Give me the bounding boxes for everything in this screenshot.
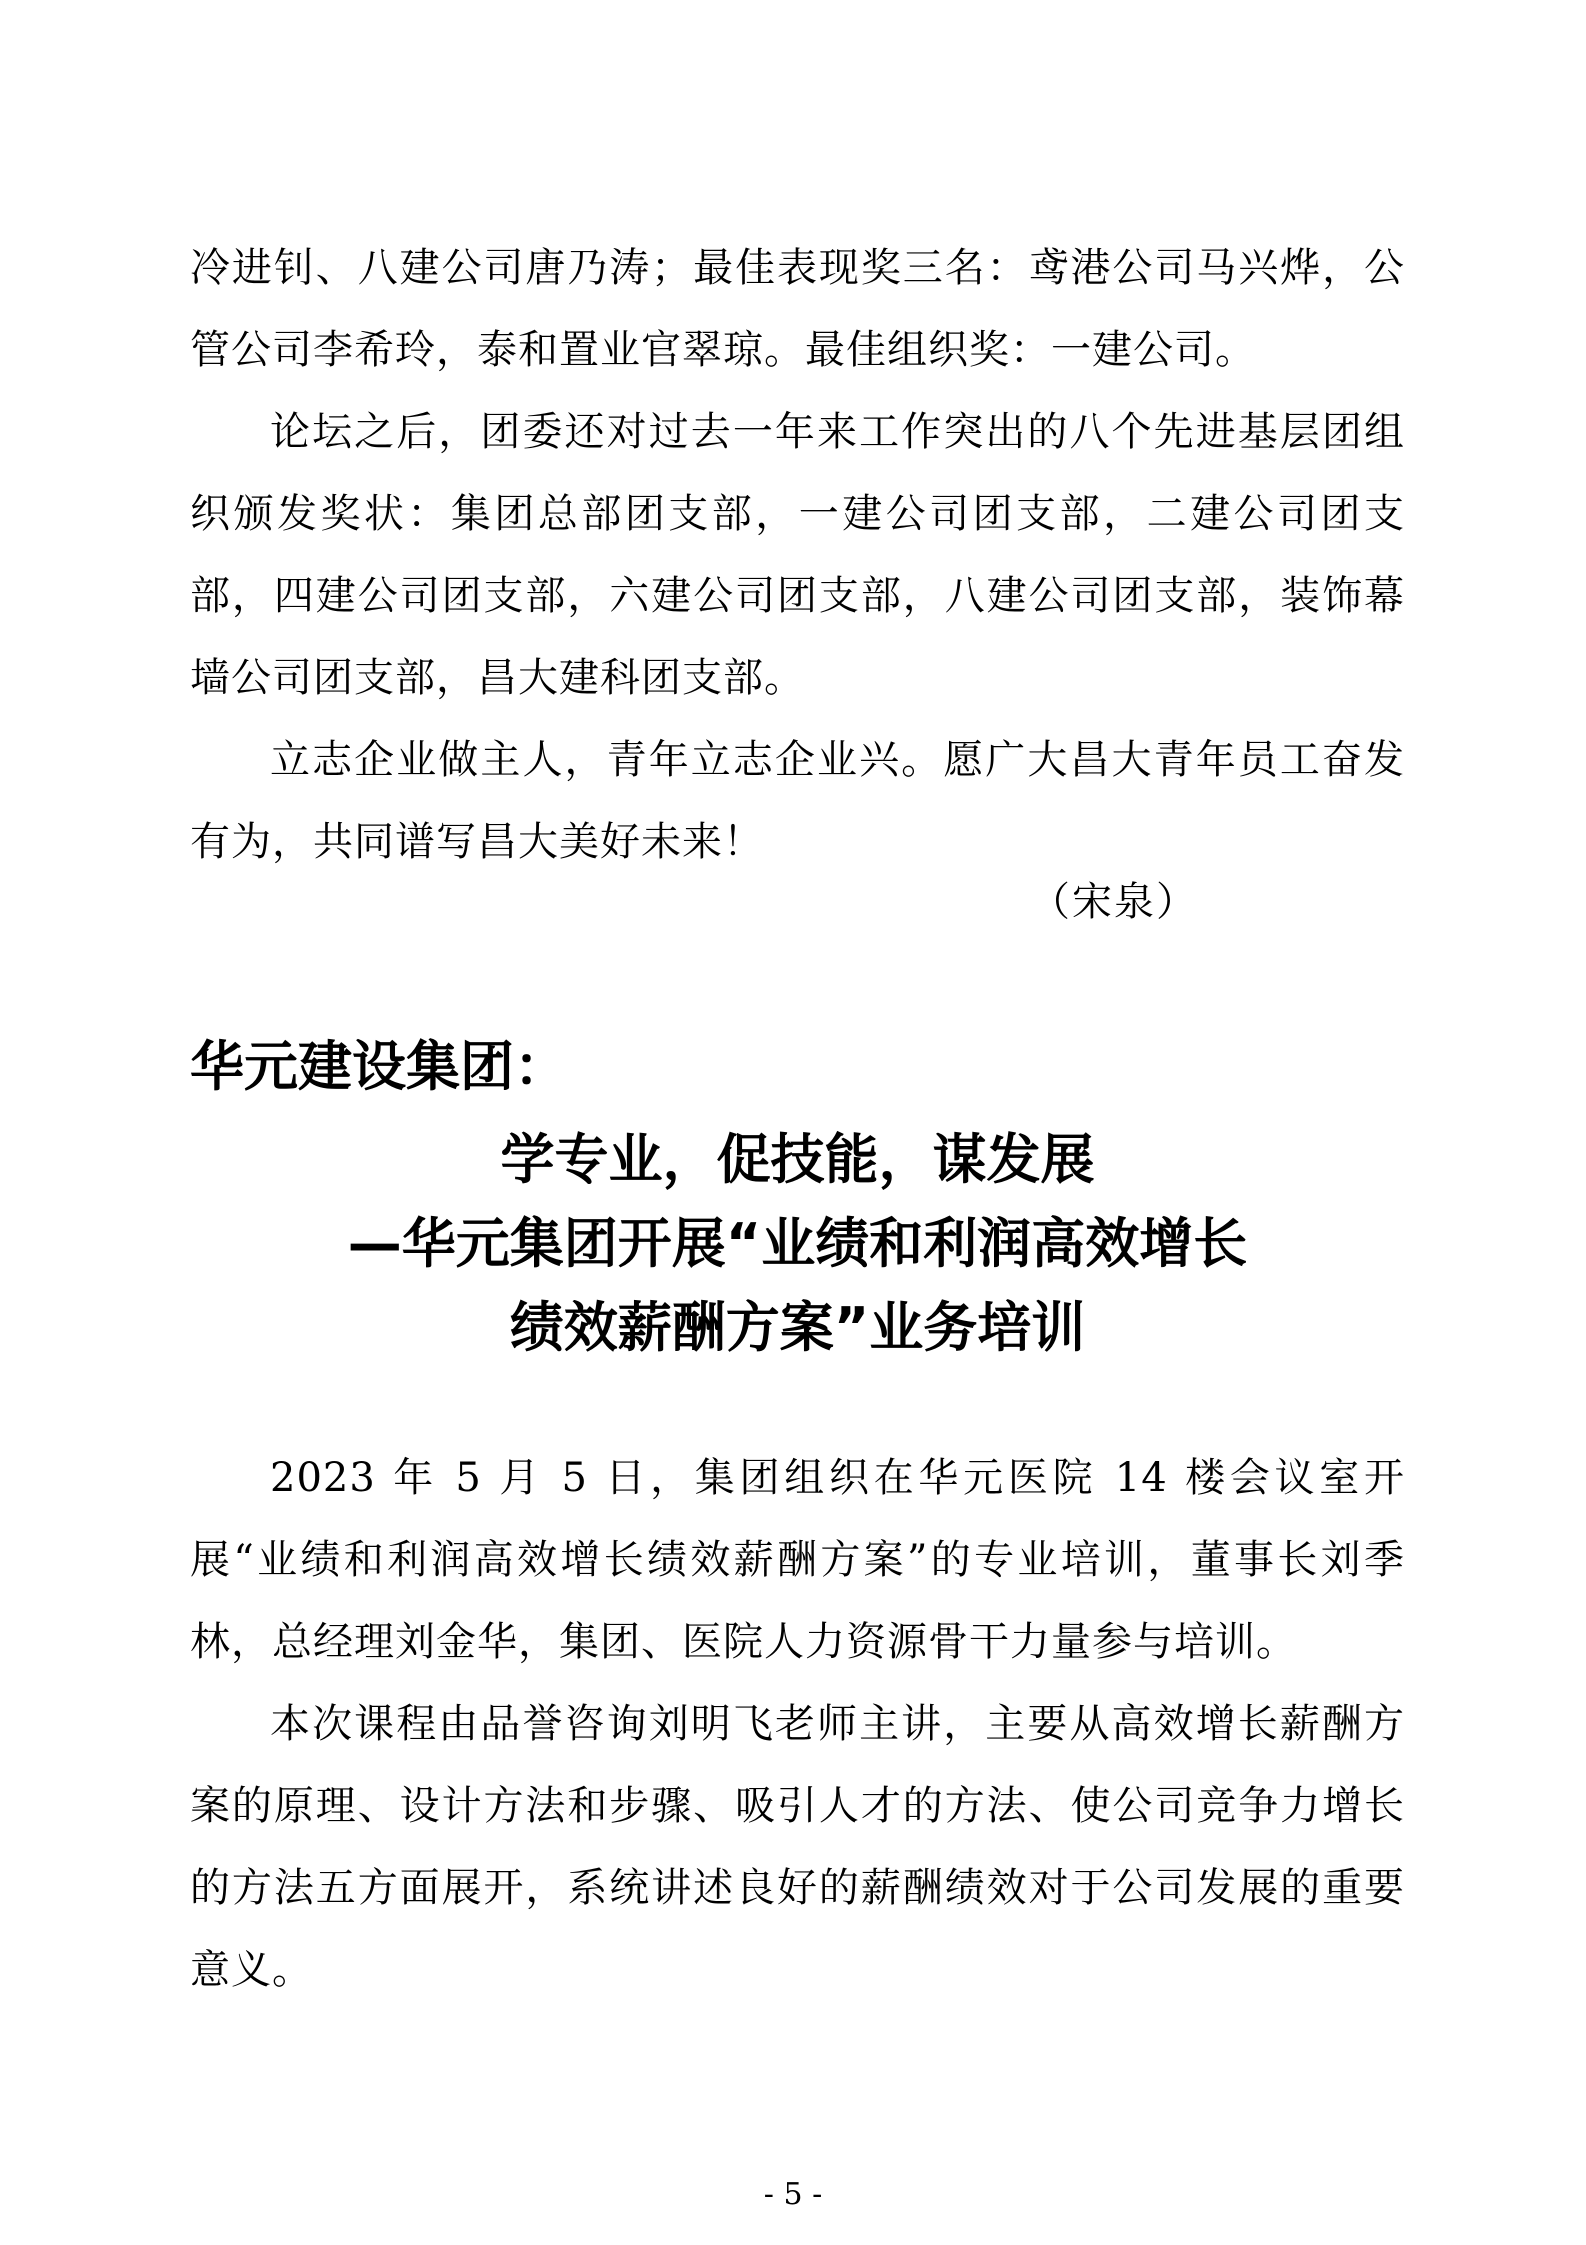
- article-title-line-3: 绩效薪酬方案”业务培训: [509, 1296, 1086, 1359]
- article-title-line-2: —华元集团开展“业绩和利润高效增长: [347, 1212, 1248, 1275]
- page-number: - 5 -: [763, 2177, 823, 2212]
- paragraph-course-content: 本次课程由品誉咨询刘明飞老师主讲，主要从高效增长薪酬方案的原理、设计方法和步骤、吸引人才的方法、使公司竞争力增长的方法五方面展开，系统讲述良好的薪酬绩效对于公司发展的重要意义。: [190, 1701, 1405, 1993]
- article-title-line-1: 学专业，促技能，谋发展: [500, 1128, 1095, 1191]
- paragraph-training-overview: 2023 年 5 月 5 日，集团组织在华元医院 14 楼会议室开展“业绩和利润高效增长绩效薪酬方案”的专业培训，董事长刘季林，总经理刘金华，集团、医院人力资源骨干力量参与培训。: [190, 1455, 1405, 1665]
- paragraph-closing-remarks: 立志企业做主人，青年立志企业兴。愿广大昌大青年员工奋发有为，共同谱写昌大美好未来！: [190, 737, 1405, 865]
- section-heading: 华元建设集团：: [190, 1035, 568, 1098]
- paragraph-advanced-organizations: 论坛之后，团委还对过去一年来工作突出的八个先进基层团组织颁发奖状：集团总部团支部，一建公司团支部，二建公司团支部，四建公司团支部，六建公司团支部，八建公司团支部，装饰幕墙公司团支部，昌大建科团支部。: [190, 409, 1405, 701]
- article-title: [190, 1118, 1405, 1370]
- author-signature: （宋泉）: [1030, 879, 1198, 925]
- paragraph-award-continuation: 冷进钊、八建公司唐乃涛；最佳表现奖三名：鸢港公司马兴烨，公管公司李希玲，泰和置业官翠琼。最佳组织奖：一建公司。: [190, 245, 1405, 373]
